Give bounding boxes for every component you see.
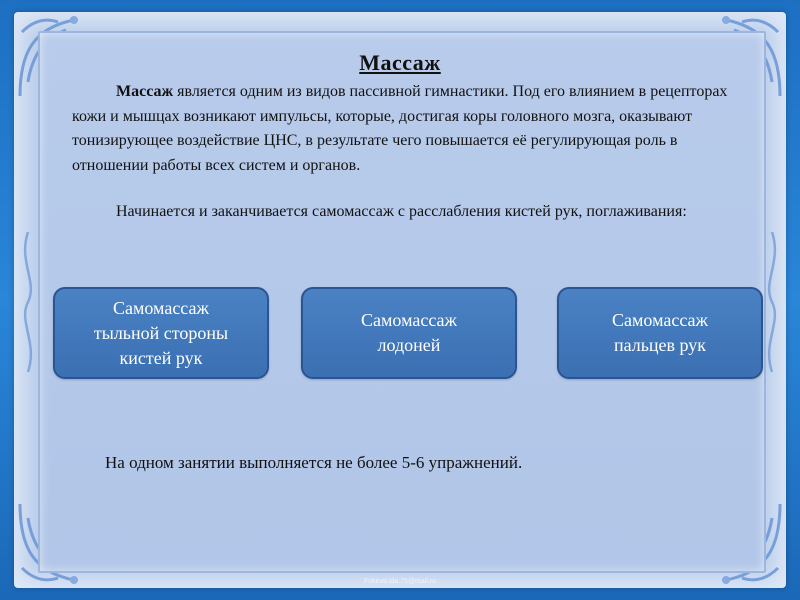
box-line: Самомассаж — [113, 297, 209, 318]
paragraph-bold-term: Массаж — [116, 83, 174, 100]
self-massage-back-of-hands-box — [53, 287, 269, 379]
box-line: Самомассаж — [612, 310, 708, 330]
side-ornament-icon — [16, 232, 40, 372]
paragraph-self-massage-intro — [72, 200, 732, 225]
self-massage-palms-box — [301, 287, 517, 379]
box-line: лодоней — [377, 335, 441, 355]
paragraph-intro-text: Начинается и заканчивается самомассаж с расслабления кистей рук, поглаживания: — [116, 203, 687, 220]
box-line: тыльной стороны — [93, 322, 229, 343]
footer-note: На одном занятии выполняется не более 5-6 упражнений. — [105, 453, 523, 472]
paragraph-body-text: является одним из видов пассивной гимнастики. Под его влиянием в рецепторах кожи и мышцах возникают импульсы, которые, достигая коры головного мозга, оказывают тонизирующее воздействие ЦНС, в результате чего повышается её регулирующая роль в отношении работы всех систем и органов. — [72, 83, 728, 174]
box-line: пальцев рук — [613, 335, 707, 355]
paragraph-massage-description — [72, 80, 732, 178]
page-title: Массаж — [359, 50, 441, 75]
watermark-text: FokinaLida.75@mail.ru — [363, 578, 437, 585]
self-massage-fingers-box — [557, 287, 763, 379]
box-line: кистей рук — [119, 347, 203, 368]
box-line: Самомассаж — [361, 310, 457, 330]
